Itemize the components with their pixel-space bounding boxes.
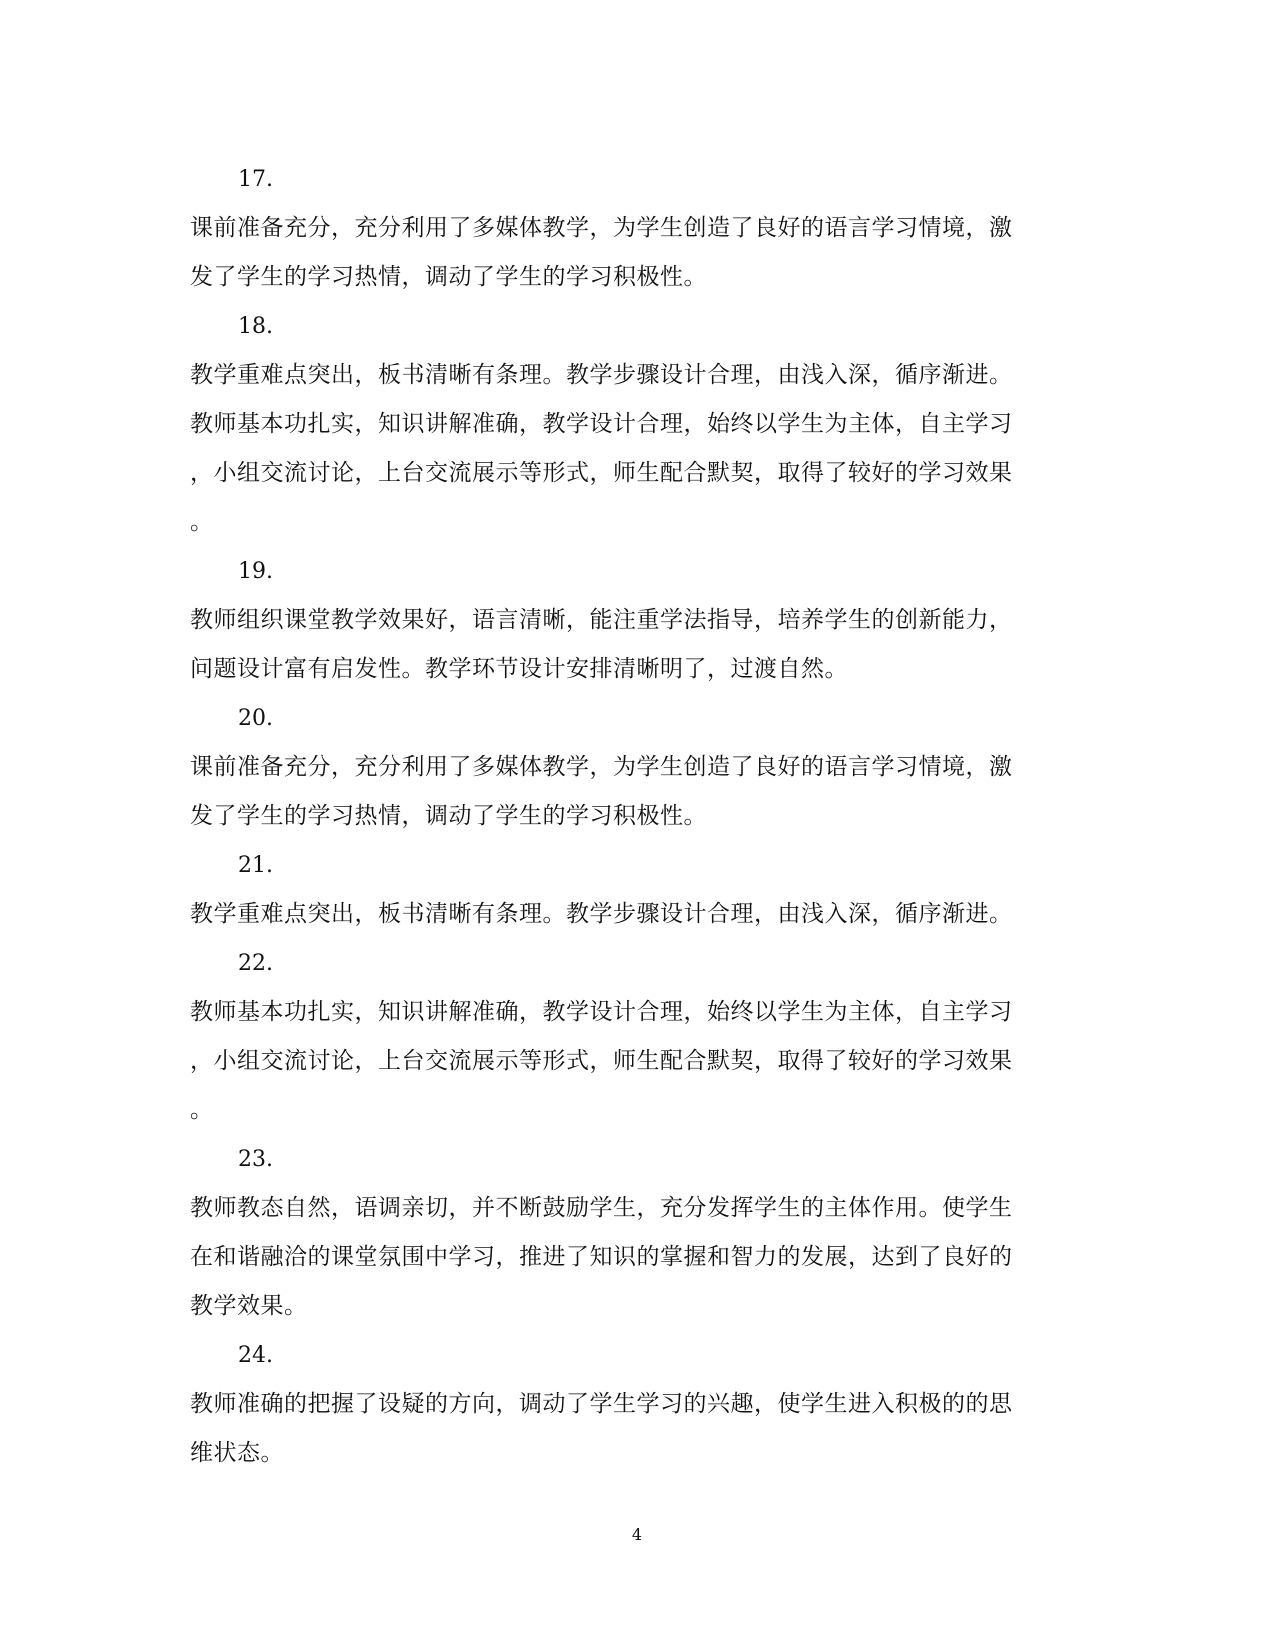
paragraph-line: 发了学生的学习热情，调动了学生的学习积极性。	[190, 264, 707, 290]
list-item	[190, 1135, 1070, 1331]
item-number: 21.	[238, 853, 273, 878]
paragraph-line: 教师组织课堂教学效果好，语言清晰，能注重学法指导，培养学生的创新能力，	[190, 607, 1013, 633]
list-item	[190, 694, 1070, 841]
item-number: 19.	[238, 559, 273, 584]
item-number: 20.	[238, 706, 273, 731]
paragraph-line: 课前准备充分，充分利用了多媒体教学，为学生创造了良好的语言学习情境，激	[190, 215, 1013, 241]
paragraph-line: 教师准确的把握了设疑的方向，调动了学生学习的兴趣，使学生进入积极的的思	[190, 1391, 1013, 1417]
item-number: 18.	[238, 314, 273, 339]
paragraph-line: 课前准备充分，充分利用了多媒体教学，为学生创造了良好的语言学习情境，激	[190, 754, 1013, 780]
list-item	[190, 841, 1070, 939]
list-item	[190, 1331, 1070, 1478]
list-item	[190, 547, 1070, 694]
item-number: 17.	[238, 167, 273, 192]
paragraph-line: 教师基本功扎实，知识讲解准确，教学设计合理，始终以学生为主体，自主学习	[190, 411, 1013, 437]
paragraph-line: 教学重难点突出，板书清晰有条理。教学步骤设计合理，由浅入深，循序渐进。	[190, 362, 1013, 388]
list-item	[190, 302, 1070, 547]
paragraph-line: 问题设计富有启发性。教学环节设计安排清晰明了，过渡自然。	[190, 656, 848, 682]
paragraph-line: ，小组交流讨论，上台交流展示等形式，师生配合默契，取得了较好的学习效果	[190, 1048, 1013, 1074]
paragraph-line: 在和谐融洽的课堂氛围中学习，推进了知识的掌握和智力的发展，达到了良好的	[190, 1244, 1013, 1270]
paragraph-line: 。	[190, 1097, 214, 1123]
item-number: 22.	[238, 951, 273, 976]
document-body	[190, 155, 1070, 1478]
paragraph-line: 。	[190, 509, 214, 535]
paragraph-line: 发了学生的学习热情，调动了学生的学习积极性。	[190, 803, 707, 829]
paragraph-line: 教学重难点突出，板书清晰有条理。教学步骤设计合理，由浅入深，循序渐进。	[190, 901, 1013, 927]
item-number: 23.	[238, 1147, 273, 1172]
list-item	[190, 155, 1070, 302]
list-item	[190, 939, 1070, 1135]
page-number: 4	[631, 1525, 643, 1544]
paragraph-line: 教学效果。	[190, 1293, 308, 1319]
paragraph-line: 教师教态自然，语调亲切，并不断鼓励学生，充分发挥学生的主体作用。使学生	[190, 1195, 1013, 1221]
paragraph-line: 教师基本功扎实，知识讲解准确，教学设计合理，始终以学生为主体，自主学习	[190, 999, 1013, 1025]
paragraph-line: 维状态。	[190, 1440, 284, 1466]
item-number: 24.	[238, 1343, 273, 1368]
paragraph-line: ，小组交流讨论，上台交流展示等形式，师生配合默契，取得了较好的学习效果	[190, 460, 1013, 486]
